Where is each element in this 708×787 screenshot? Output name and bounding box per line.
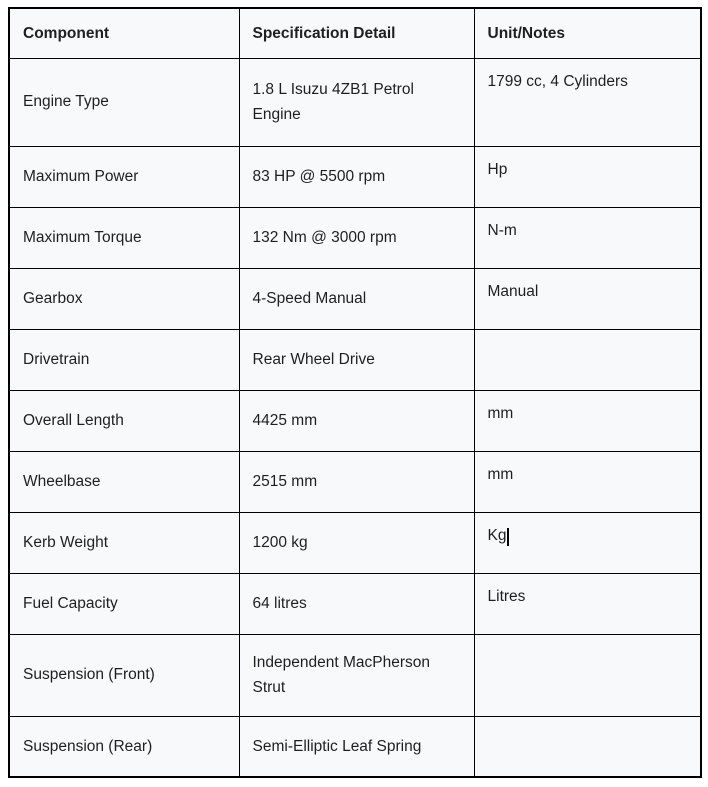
cell-text: Maximum Power <box>23 167 139 185</box>
specification-table <box>8 7 702 778</box>
unit-cell[interactable] <box>474 329 701 390</box>
table-row <box>9 634 701 716</box>
header-cell-component[interactable] <box>9 8 239 58</box>
cell-text: 64 litres <box>252 594 307 612</box>
cell-text: 1200 kg <box>252 533 308 551</box>
spec-cell[interactable] <box>239 146 474 207</box>
cell-text: 4-Speed Manual <box>252 289 367 307</box>
cell-text: mm <box>487 465 514 483</box>
header-cell-unit-notes[interactable] <box>474 8 701 58</box>
cell-text: Drivetrain <box>23 350 90 368</box>
component-cell[interactable] <box>9 58 239 146</box>
cell-text: 1.8 L Isuzu 4ZB1 Petrol Engine <box>252 80 414 123</box>
unit-cell[interactable] <box>474 146 701 207</box>
cell-text: Kg <box>487 526 507 544</box>
component-cell[interactable] <box>9 451 239 512</box>
table-row <box>9 390 701 451</box>
header-label: Specification Detail <box>252 24 396 42</box>
spec-cell[interactable] <box>239 716 474 777</box>
unit-cell[interactable] <box>474 207 701 268</box>
table-row <box>9 451 701 512</box>
cell-text: 4425 mm <box>252 411 318 429</box>
cell-text: Rear Wheel Drive <box>252 350 375 368</box>
table-row <box>9 146 701 207</box>
unit-cell[interactable] <box>474 716 701 777</box>
text-cursor <box>507 528 509 546</box>
cell-text: mm <box>487 404 514 422</box>
cell-text: Hp <box>487 160 508 178</box>
cell-text: Maximum Torque <box>23 228 142 246</box>
cell-text: Semi-Elliptic Leaf Spring <box>252 737 422 755</box>
cell-text: 132 Nm @ 3000 rpm <box>252 228 397 246</box>
component-cell[interactable] <box>9 207 239 268</box>
unit-cell[interactable] <box>474 634 701 716</box>
component-cell[interactable] <box>9 329 239 390</box>
unit-cell[interactable] <box>474 268 701 329</box>
unit-cell[interactable] <box>474 573 701 634</box>
component-cell[interactable] <box>9 512 239 573</box>
table-header-row <box>9 8 701 58</box>
cell-text: Wheelbase <box>23 472 101 490</box>
table-row <box>9 512 701 573</box>
unit-cell[interactable] <box>474 451 701 512</box>
cell-text: N-m <box>487 221 517 239</box>
unit-cell[interactable] <box>474 390 701 451</box>
spec-cell[interactable] <box>239 58 474 146</box>
cell-text: Suspension (Front) <box>23 666 155 684</box>
header-label: Unit/Notes <box>487 24 565 42</box>
component-cell[interactable] <box>9 268 239 329</box>
spec-cell[interactable] <box>239 329 474 390</box>
spec-cell[interactable] <box>239 207 474 268</box>
table-row <box>9 716 701 777</box>
spec-cell[interactable] <box>239 390 474 451</box>
spec-cell[interactable] <box>239 451 474 512</box>
component-cell[interactable] <box>9 573 239 634</box>
spec-cell[interactable] <box>239 512 474 573</box>
unit-cell[interactable] <box>474 58 701 146</box>
table-row <box>9 268 701 329</box>
component-cell[interactable] <box>9 634 239 716</box>
table-row <box>9 58 701 146</box>
cell-text: Litres <box>487 587 526 605</box>
cell-text: Independent MacPherson Strut <box>252 653 431 696</box>
cell-text: 1799 cc, 4 Cylinders <box>487 72 628 90</box>
cell-text: Gearbox <box>23 289 83 307</box>
component-cell[interactable] <box>9 146 239 207</box>
table-row <box>9 207 701 268</box>
cell-text: 83 HP @ 5500 rpm <box>252 167 386 185</box>
unit-cell-active[interactable] <box>474 512 701 573</box>
cell-text: Suspension (Rear) <box>23 737 153 755</box>
header-cell-specification[interactable] <box>239 8 474 58</box>
header-label: Component <box>23 24 110 42</box>
spec-cell[interactable] <box>239 268 474 329</box>
cell-text: 2515 mm <box>252 472 318 490</box>
cell-text: Fuel Capacity <box>23 594 118 612</box>
spec-cell[interactable] <box>239 634 474 716</box>
table-row <box>9 573 701 634</box>
table-row <box>9 329 701 390</box>
cell-text: Engine Type <box>23 93 109 111</box>
component-cell[interactable] <box>9 390 239 451</box>
spec-cell[interactable] <box>239 573 474 634</box>
component-cell[interactable] <box>9 716 239 777</box>
cell-text: Kerb Weight <box>23 533 109 551</box>
cell-text: Overall Length <box>23 411 124 429</box>
cell-text: Manual <box>487 282 539 300</box>
